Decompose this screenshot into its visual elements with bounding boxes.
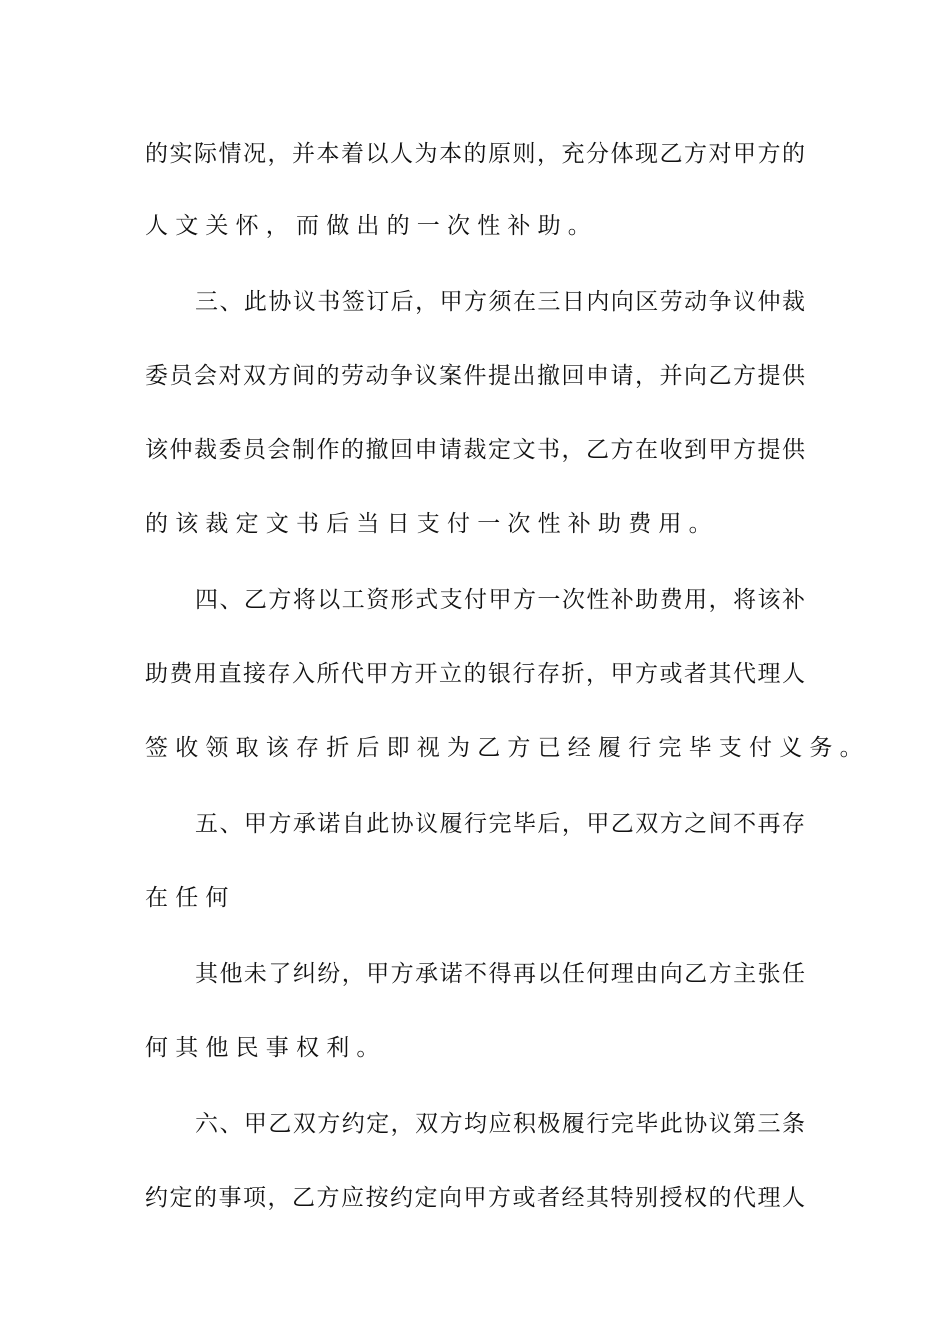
- paragraph-line: 的实际情况，并本着以人为本的原则，充分体现乙方对甲方的: [145, 141, 805, 167]
- paragraph-line: 的该裁定文书后当日支付一次性补助费用。: [145, 511, 719, 537]
- paragraph-line: 签收领取该存折后即视为乙方已经履行完毕支付义务。: [145, 735, 870, 761]
- paragraph-line: 该仲裁委员会制作的撤回申请裁定文书，乙方在收到甲方提供: [145, 437, 805, 463]
- paragraph-line: 在任何: [145, 885, 236, 911]
- paragraph-line: 助费用直接存入所代甲方开立的银行存折，甲方或者其代理人: [145, 661, 805, 687]
- paragraph-line: 三、此协议书签订后，甲方须在三日内向区劳动争议仲裁: [195, 289, 805, 315]
- paragraph-line: 其他未了纠纷，甲方承诺不得再以任何理由向乙方主张任: [195, 961, 805, 987]
- paragraph-line: 约定的事项，乙方应按约定向甲方或者经其特别授权的代理人: [145, 1185, 805, 1211]
- paragraph-line: 四、乙方将以工资形式支付甲方一次性补助费用，将该补: [195, 587, 805, 613]
- paragraph-line: 六、甲乙双方约定，双方均应积极履行完毕此协议第三条: [195, 1111, 805, 1137]
- paragraph-line: 人文关怀，而做出的一次性补助。: [145, 213, 598, 239]
- paragraph-line: 委员会对双方间的劳动争议案件提出撤回申请，并向乙方提供: [145, 363, 805, 389]
- paragraph-line: 何其他民事权利。: [145, 1035, 387, 1061]
- paragraph-line: 五、甲方承诺自此协议履行完毕后，甲乙双方之间不再存: [195, 811, 805, 837]
